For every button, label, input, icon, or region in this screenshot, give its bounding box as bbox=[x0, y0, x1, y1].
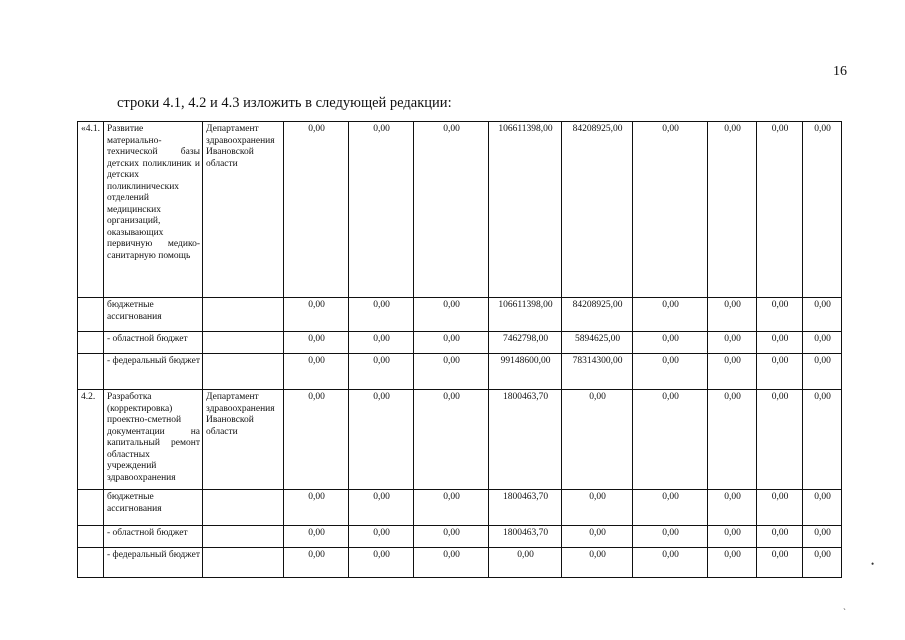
table-row bbox=[78, 354, 842, 390]
value-cell: 0,00 bbox=[757, 332, 803, 354]
value-cell: 0,00 bbox=[414, 122, 489, 298]
value-cell: 0,00 bbox=[803, 122, 842, 298]
row-index-cell: 4.2. bbox=[78, 390, 104, 490]
value-cell: 0,00 bbox=[414, 490, 489, 526]
row-name-cell: - областной бюджет bbox=[104, 526, 203, 548]
value-cell: 0,00 bbox=[803, 526, 842, 548]
value-cell: 0,00 bbox=[562, 526, 633, 548]
value-cell: 0,00 bbox=[562, 390, 633, 490]
table-row bbox=[78, 490, 842, 526]
row-department-cell bbox=[203, 332, 284, 354]
value-cell: 0,00 bbox=[349, 332, 414, 354]
row-department-cell: Департамент здравоохранения Ивановской области bbox=[203, 390, 284, 490]
value-cell: 78314300,00 bbox=[562, 354, 633, 390]
value-cell: 0,00 bbox=[708, 526, 757, 548]
row-index-cell bbox=[78, 298, 104, 332]
row-name-cell: бюджетные ассигнования bbox=[104, 298, 203, 332]
value-cell: 84208925,00 bbox=[562, 122, 633, 298]
value-cell: 0,00 bbox=[803, 548, 842, 578]
value-cell: 0,00 bbox=[708, 332, 757, 354]
row-department-cell bbox=[203, 526, 284, 548]
table-row bbox=[78, 332, 842, 354]
value-cell: 0,00 bbox=[414, 354, 489, 390]
value-cell: 0,00 bbox=[803, 332, 842, 354]
value-cell: 0,00 bbox=[757, 122, 803, 298]
value-cell: 0,00 bbox=[633, 490, 708, 526]
value-cell: 0,00 bbox=[562, 490, 633, 526]
value-cell: 0,00 bbox=[489, 548, 562, 578]
row-index-cell bbox=[78, 354, 104, 390]
row-index-cell: «4.1. bbox=[78, 122, 104, 298]
value-cell: 99148600,00 bbox=[489, 354, 562, 390]
value-cell: 0,00 bbox=[757, 526, 803, 548]
value-cell: 0,00 bbox=[757, 354, 803, 390]
intro-text: строки 4.1, 4.2 и 4.3 изложить в следующей редакции: bbox=[117, 95, 452, 111]
value-cell: 0,00 bbox=[633, 390, 708, 490]
value-cell: 0,00 bbox=[349, 526, 414, 548]
value-cell: 0,00 bbox=[633, 548, 708, 578]
value-cell: 0,00 bbox=[414, 332, 489, 354]
value-cell: 0,00 bbox=[349, 354, 414, 390]
table-row bbox=[78, 122, 842, 298]
value-cell: 1800463,70 bbox=[489, 526, 562, 548]
value-cell: 0,00 bbox=[803, 298, 842, 332]
value-cell: 0,00 bbox=[284, 332, 349, 354]
value-cell: 0,00 bbox=[803, 354, 842, 390]
value-cell: 0,00 bbox=[708, 354, 757, 390]
value-cell: 0,00 bbox=[284, 526, 349, 548]
value-cell: 0,00 bbox=[708, 122, 757, 298]
value-cell: 0,00 bbox=[414, 526, 489, 548]
value-cell: 0,00 bbox=[414, 298, 489, 332]
value-cell: 0,00 bbox=[633, 526, 708, 548]
value-cell: 84208925,00 bbox=[562, 298, 633, 332]
row-index-cell bbox=[78, 548, 104, 578]
value-cell: 5894625,00 bbox=[562, 332, 633, 354]
value-cell: 0,00 bbox=[633, 332, 708, 354]
value-cell: 0,00 bbox=[414, 548, 489, 578]
value-cell: 0,00 bbox=[757, 548, 803, 578]
row-department-cell: Департамент здравоохранения Ивановской области bbox=[203, 122, 284, 298]
value-cell: 0,00 bbox=[414, 390, 489, 490]
row-name-cell: Разработка (корректировка) проектно-сметной документации на капитальный ремонт областных учреждений здравоохранения bbox=[104, 390, 203, 490]
value-cell: 0,00 bbox=[284, 354, 349, 390]
value-cell: 0,00 bbox=[633, 354, 708, 390]
value-cell: 0,00 bbox=[562, 548, 633, 578]
value-cell: 1800463,70 bbox=[489, 390, 562, 490]
value-cell: 106611398,00 bbox=[489, 298, 562, 332]
table-row bbox=[78, 298, 842, 332]
value-cell: 0,00 bbox=[633, 122, 708, 298]
value-cell: 0,00 bbox=[349, 490, 414, 526]
value-cell: 0,00 bbox=[803, 490, 842, 526]
row-department-cell bbox=[203, 298, 284, 332]
scan-mark: • bbox=[871, 559, 875, 569]
row-index-cell bbox=[78, 332, 104, 354]
row-name-cell: бюджетные ассигнования bbox=[104, 490, 203, 526]
row-name-cell: Развитие материально-технической базы детских поликлиник и детских поликлинических отделений медицинских организаций, оказывающих первичную медико-санитарную помощь bbox=[104, 122, 203, 298]
value-cell: 0,00 bbox=[349, 298, 414, 332]
value-cell: 0,00 bbox=[633, 298, 708, 332]
table-row bbox=[78, 526, 842, 548]
value-cell: 0,00 bbox=[284, 390, 349, 490]
scan-mark: ˎ bbox=[843, 600, 846, 610]
value-cell: 0,00 bbox=[708, 390, 757, 490]
value-cell: 0,00 bbox=[708, 490, 757, 526]
value-cell: 0,00 bbox=[757, 490, 803, 526]
value-cell: 0,00 bbox=[708, 298, 757, 332]
row-index-cell bbox=[78, 526, 104, 548]
value-cell: 7462798,00 bbox=[489, 332, 562, 354]
value-cell: 1800463,70 bbox=[489, 490, 562, 526]
value-cell: 0,00 bbox=[803, 390, 842, 490]
value-cell: 0,00 bbox=[757, 298, 803, 332]
budget-table bbox=[77, 121, 842, 578]
row-name-cell: - федеральный бюджет bbox=[104, 548, 203, 578]
value-cell: 0,00 bbox=[349, 122, 414, 298]
value-cell: 0,00 bbox=[349, 390, 414, 490]
row-department-cell bbox=[203, 548, 284, 578]
row-index-cell bbox=[78, 490, 104, 526]
value-cell: 0,00 bbox=[757, 390, 803, 490]
value-cell: 106611398,00 bbox=[489, 122, 562, 298]
value-cell: 0,00 bbox=[284, 548, 349, 578]
value-cell: 0,00 bbox=[284, 122, 349, 298]
page-number: 16 bbox=[833, 64, 847, 79]
row-name-cell: - областной бюджет bbox=[104, 332, 203, 354]
row-department-cell bbox=[203, 490, 284, 526]
value-cell: 0,00 bbox=[708, 548, 757, 578]
value-cell: 0,00 bbox=[349, 548, 414, 578]
value-cell: 0,00 bbox=[284, 298, 349, 332]
table-row bbox=[78, 548, 842, 578]
table-row bbox=[78, 390, 842, 490]
row-department-cell bbox=[203, 354, 284, 390]
value-cell: 0,00 bbox=[284, 490, 349, 526]
row-name-cell: - федеральный бюджет bbox=[104, 354, 203, 390]
